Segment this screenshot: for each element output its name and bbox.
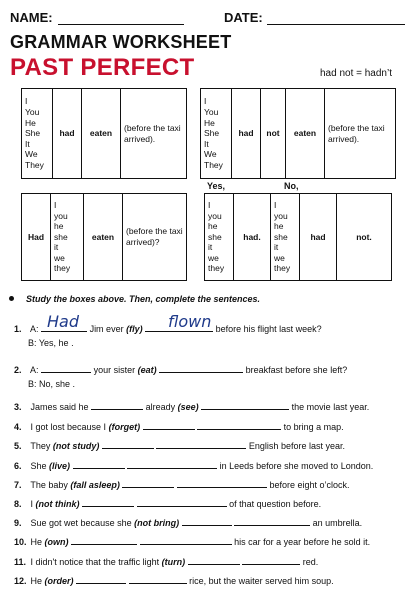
sentence-text: Sue got wet because she [30, 518, 132, 528]
pronoun: they [54, 263, 71, 274]
worksheet-subtitle: PAST PERFECT [10, 54, 195, 81]
pronoun: we [208, 252, 219, 263]
sentence-text: before his flight last week? [215, 324, 322, 334]
question-11 [14, 555, 318, 568]
answer-blank[interactable] [71, 535, 137, 545]
pronoun: He [25, 117, 36, 128]
pronoun: I [25, 96, 28, 107]
question-number: 5. [14, 441, 22, 451]
affirmative-box [21, 88, 187, 179]
sentence-text: James said he [30, 402, 89, 412]
bullet-icon [9, 296, 14, 301]
instructions: Study the boxes above. Then, complete the sentences. [26, 294, 261, 304]
question-3 [14, 400, 369, 413]
negation-cell: not [261, 89, 286, 179]
speaker-b: B: No, she [28, 379, 71, 389]
pronoun: I [274, 199, 277, 210]
question-2 [14, 363, 347, 376]
short-answers-box [204, 193, 392, 281]
pronoun: he [274, 221, 284, 232]
sentence-text: She [30, 461, 47, 471]
pronoun: I [208, 199, 211, 210]
answer-blank[interactable] [201, 400, 289, 410]
question-10 [14, 535, 370, 548]
speaker-b: B: Yes, he [28, 338, 69, 348]
pronoun: we [54, 252, 65, 263]
question-4 [14, 420, 344, 433]
complement-cell: (before the taxi arrived). [325, 89, 396, 179]
pronoun: We [204, 149, 217, 160]
sentence-text: The baby [30, 480, 68, 490]
question-number: 4. [14, 422, 22, 432]
sentence-text: They [30, 441, 51, 451]
sentence-text: He [30, 537, 43, 547]
auxiliary-cell: had [53, 89, 82, 179]
sentence-text: I got lost because I [30, 422, 107, 432]
verb-cell: eaten [84, 194, 123, 281]
pronoun: You [25, 107, 40, 118]
question-number: 3. [14, 402, 22, 412]
question-9 [14, 516, 362, 529]
pronoun: They [204, 159, 223, 170]
verb-hint: (forget) [108, 422, 141, 432]
answer-blank[interactable] [234, 516, 310, 526]
pronoun-column [22, 89, 53, 179]
date-label: DATE: [224, 10, 263, 25]
answer-blank[interactable] [76, 574, 126, 584]
answer-blank[interactable] [159, 363, 243, 373]
sentence-text: I didn't notice that the traffic light [30, 557, 160, 567]
speaker-a: A: [30, 324, 39, 334]
sentence-text: of that question before. [229, 499, 322, 509]
question-5 [14, 439, 345, 452]
pronoun: she [208, 231, 222, 242]
auxiliary-cell: Had [22, 194, 51, 281]
answer-blank[interactable] [156, 439, 246, 449]
question-1-reply [28, 338, 74, 348]
answer-blank[interactable] [182, 516, 232, 526]
question-number: 2. [14, 365, 22, 375]
period: . [71, 338, 74, 348]
answer-blank[interactable] [129, 574, 187, 584]
sentence-text: breakfast before she left? [245, 365, 348, 375]
verb-hint: (not think) [35, 499, 80, 509]
answer-blank[interactable] [41, 363, 91, 373]
pronoun: We [25, 149, 38, 160]
no-pronoun-column [271, 194, 300, 281]
pronoun: you [208, 210, 222, 221]
answer-blank[interactable] [140, 535, 232, 545]
sentence-text: the movie last year. [291, 402, 370, 412]
verb-hint: (not bring) [134, 518, 180, 528]
answer-blank[interactable] [122, 478, 174, 488]
date-field[interactable] [267, 24, 405, 25]
handwritten-answer: flown [168, 312, 212, 331]
pronoun: we [274, 252, 285, 263]
pronoun: It [204, 138, 209, 149]
question-number: 8. [14, 499, 22, 509]
question-6 [14, 459, 373, 472]
verb-hint: (see) [177, 402, 199, 412]
pronoun: he [54, 221, 64, 232]
pronoun: I [54, 199, 57, 210]
sentence-text: already [145, 402, 176, 412]
name-field[interactable] [58, 24, 184, 25]
sentence-text: before eight o’clock. [269, 480, 350, 490]
pronoun: they [274, 263, 291, 274]
pronoun: you [274, 210, 288, 221]
verb-hint: (fly) [126, 324, 143, 334]
no-auxiliary-cell: had [300, 194, 337, 281]
answer-blank[interactable] [242, 555, 300, 565]
complement-cell: (before the taxi arrived)? [123, 194, 187, 281]
sentence-text: your sister [93, 365, 136, 375]
verb-hint: (live) [49, 461, 71, 471]
pronoun: You [204, 107, 219, 118]
pronoun: She [25, 128, 41, 139]
answer-blank[interactable] [82, 497, 134, 507]
sentence-text: his car for a year before he sold it. [234, 537, 371, 547]
sentence-text: He [30, 576, 43, 586]
verb-hint: (eat) [137, 365, 157, 375]
pronoun: it [208, 242, 213, 253]
handwritten-answer: Had [47, 312, 79, 331]
answer-blank[interactable] [137, 497, 227, 507]
sentence-text: in Leeds before she moved to London. [219, 461, 374, 471]
question-number: 11. [14, 557, 27, 567]
sentence-text: rice, but the waiter served him soup. [189, 576, 334, 586]
period: . [72, 379, 76, 389]
answer-blank[interactable] [73, 459, 125, 469]
name-label: NAME: [10, 10, 53, 25]
pronoun: it [54, 242, 59, 253]
question-number: 7. [14, 480, 22, 490]
sentence-text: red. [302, 557, 319, 567]
auxiliary-cell: had [232, 89, 261, 179]
sentence-text: Jim ever [89, 324, 124, 334]
answer-blank[interactable] [177, 478, 267, 488]
no-negation-cell: not. [337, 194, 392, 281]
question-number: 1. [14, 324, 22, 334]
answer-blank[interactable] [197, 420, 281, 430]
verb-cell: eaten [286, 89, 325, 179]
no-label: No, [284, 181, 299, 191]
answer-blank[interactable] [127, 459, 217, 469]
answer-blank[interactable] [188, 555, 240, 565]
question-number: 12. [14, 576, 27, 586]
pronoun: it [274, 242, 279, 253]
contraction-note: had not = hadn’t [319, 68, 392, 79]
question-8 [14, 497, 321, 510]
verb-hint: (fall asleep) [70, 480, 120, 490]
pronoun: I [204, 96, 207, 107]
complement-cell: (before the taxi arrived). [121, 89, 187, 179]
pronoun: He [204, 117, 215, 128]
yes-pronoun-column [205, 194, 234, 281]
question-2-reply [28, 379, 75, 389]
pronoun-column [201, 89, 232, 179]
verb-hint: (turn) [161, 557, 186, 567]
answer-blank[interactable] [102, 439, 154, 449]
yes-auxiliary-cell: had. [234, 194, 271, 281]
pronoun: he [208, 221, 218, 232]
answer-blank[interactable] [143, 420, 195, 430]
question-number: 6. [14, 461, 22, 471]
pronoun: you [54, 210, 68, 221]
pronoun: She [204, 128, 220, 139]
question-12 [14, 574, 334, 587]
pronoun: It [25, 138, 30, 149]
question-number: 10. [14, 537, 27, 547]
pronoun: she [274, 231, 288, 242]
verb-hint: (own) [44, 537, 69, 547]
question-number: 9. [14, 518, 22, 528]
sentence-text: an umbrella. [312, 518, 363, 528]
worksheet-title: GRAMMAR WORKSHEET [10, 32, 232, 52]
speaker-a: A: [30, 365, 39, 375]
sentence-text: English before last year. [248, 441, 345, 451]
answer-blank[interactable] [91, 400, 143, 410]
sentence-text: to bring a map. [283, 422, 344, 432]
question-box [21, 193, 187, 281]
pronoun: they [208, 263, 225, 274]
sentence-text: I [30, 499, 34, 509]
yes-label: Yes, [207, 181, 226, 191]
pronoun: They [25, 159, 44, 170]
pronoun: she [54, 231, 68, 242]
verb-cell: eaten [82, 89, 121, 179]
question-7 [14, 478, 350, 491]
negative-box [200, 88, 396, 179]
pronoun-column [51, 194, 84, 281]
verb-hint: (order) [44, 576, 74, 586]
verb-hint: (not study) [52, 441, 100, 451]
